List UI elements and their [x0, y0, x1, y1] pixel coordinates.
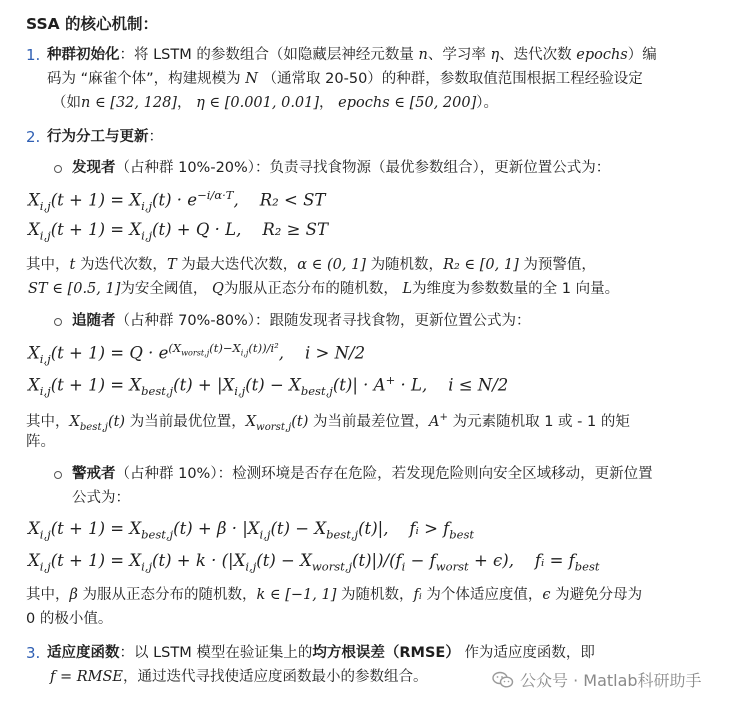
- discoverer-formula-1: $X_{i,j}(t + 1) = X_{i,j}(t) \cdot e^{-i/\alpha\cdot T}$, R₂ < ST: [28, 188, 326, 213]
- discoverer-note-1: 其中，t 为迭代次数，T 为最大迭代次数，α ∈ (0, 1] 为随机数，R₂ ∈ [0, 1] 为预警值，: [26, 257, 596, 273]
- item-1-line-3: （如n ∈ [32, 128]， η ∈ [0.001, 0.01]， epochs ∈ [50, 200]）。: [52, 95, 498, 111]
- watcher-formula-1: $X_{i,j}(t + 1) = X_{best,j}(t) + \beta \cdot |X_{i,j}(t) - X_{best,j}(t)|$, fᵢ > $f_{best}$: [28, 519, 475, 542]
- watcher-note-1: 其中，β 为服从正态分布的随机数，k ∈ [−1, 1] 为随机数，fᵢ 为个体适应度值，ϵ 为避免分母为: [26, 587, 643, 603]
- follower-note-2: 阵。: [26, 434, 55, 450]
- watcher-label: 警戒者: [72, 466, 116, 482]
- watcher-formula-2: $X_{i,j}(t + 1) = X_{i,j}(t) + k \cdot (|X_{i,j}(t) - X_{worst,j}(t)|)/(f_i - f_{worst} + \epsilon)$, fᵢ = $f_{best}$: [28, 551, 600, 574]
- follower-formula-2: $X_{i,j}(t + 1) = X_{best,j}(t) + |X_{i,j}(t) - X_{best,j}(t)| \cdot A^+ \cdot L$, i ≤ N/2: [28, 373, 509, 398]
- discoverer-note-2: ST ∈ [0.5, 1]为安全阈值， Q为服从正态分布的随机数， L为维度为参数数量的全 1 向量。: [28, 281, 620, 297]
- watermark-text: 公众号 · Matlab科研助手: [520, 671, 702, 690]
- item-3-line-1: 适应度函数：以 LSTM 模型在验证集上的均方根误差（RMSE） 作为适应度函数，即: [47, 645, 595, 661]
- wechat-icon: [492, 671, 514, 689]
- item-1-number: 1.: [26, 46, 41, 64]
- follower-heading: 追随者（占种群 70%-80%）：跟随发现者寻找食物，更新位置公式为：: [72, 313, 531, 329]
- discoverer-label: 发现者: [72, 160, 116, 176]
- item-1-heading: 种群初始化: [47, 47, 120, 63]
- discoverer-heading: 发现者（占种群 10%-20%）：负责寻找食物源（最优参数组合），更新位置公式为：: [72, 160, 611, 176]
- item-1-line-1: 种群初始化：将 LSTM 的参数组合（如隐藏层神经元数量 n、学习率 η、迭代次数 epochs）编: [47, 47, 657, 63]
- bullet-icon: [54, 471, 62, 479]
- discoverer-formula-2: $X_{i,j}(t + 1) = X_{i,j}(t) + Q \cdot L$, R₂ ≥ ST: [28, 220, 328, 243]
- item-3-heading: 适应度函数: [47, 645, 120, 661]
- item-3-number: 3.: [26, 644, 41, 662]
- item-1-line-2: 码为 “麻雀个体”，构建规模为 N （通常取 20-50）的种群，参数取值范围根据工程经验设定: [47, 71, 643, 87]
- item-2-heading: 行为分工与更新: [47, 129, 149, 145]
- watcher-heading: 警戒者（占种群 10%）：检测环境是否存在危险，若发现危险则向安全区域移动，更新位置: [72, 466, 653, 482]
- item-3-line-2: f = RMSE，通过迭代寻找使适应度函数最小的参数组合。: [50, 669, 428, 685]
- follower-note-1: 其中，$X_{best,j}(t)$ 为当前最优位置，$X_{worst,j}(t)$ 为当前最差位置，A+ 为元素随机取 1 或 - 1 的矩: [26, 412, 630, 433]
- watermark: [492, 668, 702, 691]
- watcher-note-2: 0 的极小值。: [26, 611, 113, 627]
- section-title: SSA 的核心机制：: [26, 15, 159, 33]
- bullet-icon: [54, 318, 62, 326]
- item-2-number: 2.: [26, 128, 41, 146]
- follower-label: 追随者: [72, 313, 116, 329]
- bullet-icon: [54, 165, 62, 173]
- item-2-heading-line: 行为分工与更新：: [47, 129, 163, 145]
- follower-formula-1: $X_{i,j}(t + 1) = Q \cdot e^{(X_{worst,j}(t)-X_{i,j}(t))/i^2}$, i > N/2: [28, 341, 366, 366]
- watcher-heading-2: 公式为：: [72, 490, 130, 506]
